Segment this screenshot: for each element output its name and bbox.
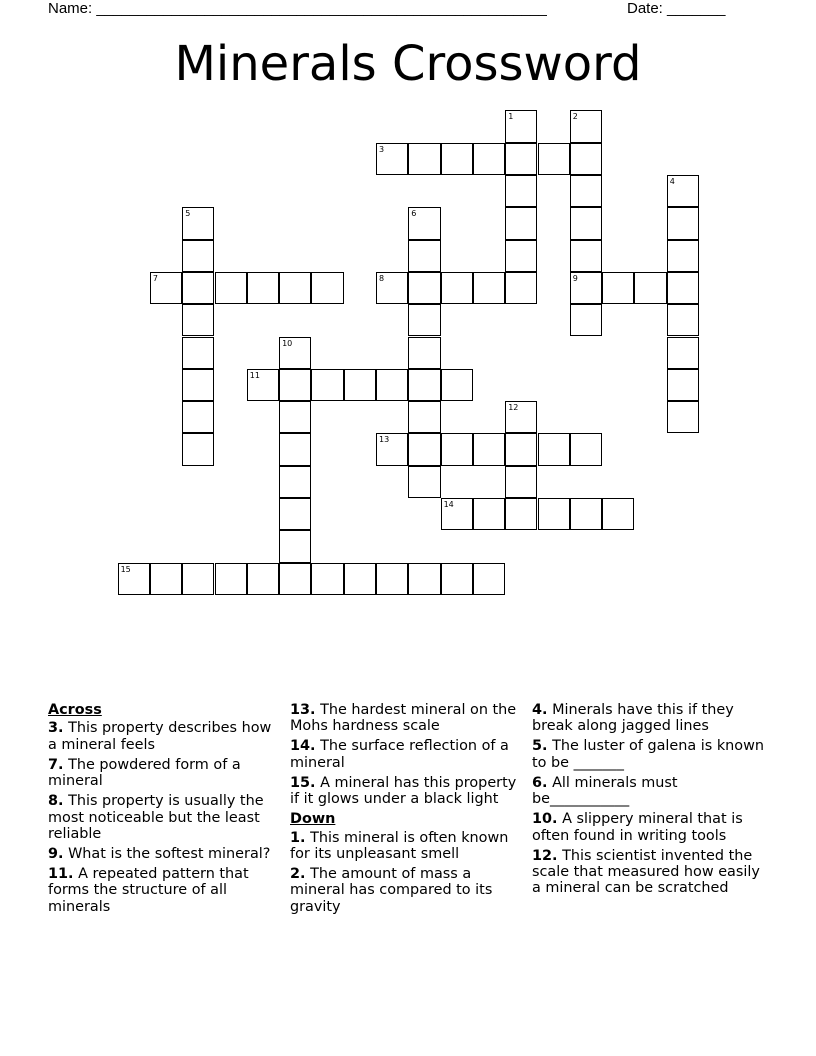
grid-cell[interactable] (473, 563, 505, 595)
grid-cell[interactable] (473, 143, 505, 175)
grid-cell[interactable] (441, 563, 473, 595)
grid-cell[interactable] (408, 369, 440, 401)
grid-cell[interactable] (667, 369, 699, 401)
grid-cell[interactable] (505, 433, 537, 465)
clue-number: 5 (185, 209, 191, 219)
grid-cell[interactable] (247, 369, 279, 401)
clue-number: 12 (508, 403, 519, 413)
clue-across-3: 3. This property describes how a mineral feels (48, 720, 272, 753)
grid-cell[interactable] (408, 272, 440, 304)
across-heading: Across (48, 702, 102, 718)
grid-cell[interactable] (182, 304, 214, 336)
grid-cell[interactable] (344, 563, 376, 595)
grid-cell[interactable] (570, 175, 602, 207)
clue-number: 10 (282, 338, 293, 348)
clue-down-10: 10. A slippery mineral that is often found in writing tools (532, 811, 743, 844)
grid-cell[interactable] (215, 563, 247, 595)
grid-cell[interactable] (247, 563, 279, 595)
grid-cell[interactable] (408, 433, 440, 465)
grid-cell[interactable] (279, 498, 311, 530)
grid-cell[interactable] (150, 563, 182, 595)
clue-down-12: 12. This scientist invented the scale that measured how easily a mineral can be scratched (532, 847, 760, 897)
grid-cell[interactable] (667, 240, 699, 272)
clue-across-14: 14. The surface reflection of a mineral (290, 738, 509, 771)
clue-down-4: 4. Minerals have this if they break along jagged lines (532, 702, 734, 735)
name-field[interactable]: Name: ______________________________________________________ (48, 0, 547, 17)
clue-number: 7 (152, 273, 158, 283)
clue-number: 13 (379, 435, 390, 445)
grid-cell[interactable] (441, 143, 473, 175)
grid-cell[interactable] (311, 563, 343, 595)
clue-number: 2 (572, 112, 578, 122)
grid-cell[interactable] (634, 272, 666, 304)
grid-cell[interactable] (602, 272, 634, 304)
grid-cell[interactable] (408, 466, 440, 498)
date-field[interactable]: Date: _______ (627, 0, 726, 17)
grid-cell[interactable] (408, 143, 440, 175)
grid-cell[interactable] (505, 466, 537, 498)
clue-number: 11 (249, 370, 260, 380)
clue-down-1: 1. This mineral is often known for its unpleasant smell (290, 829, 509, 863)
grid-cell[interactable] (505, 498, 537, 530)
grid-cell[interactable] (570, 304, 602, 336)
grid-cell[interactable] (408, 401, 440, 433)
grid-cell[interactable] (182, 337, 214, 369)
clue-number: 3 (379, 144, 385, 154)
grid-cell[interactable] (408, 563, 440, 595)
clues-column-3 (532, 702, 768, 900)
grid-cell[interactable] (570, 433, 602, 465)
grid-cell[interactable] (408, 207, 440, 239)
grid-cell[interactable] (505, 207, 537, 239)
grid-cell[interactable] (667, 337, 699, 369)
grid-cell[interactable] (279, 530, 311, 562)
clue-number: 1 (508, 112, 514, 122)
page-title: Minerals Crossword (174, 36, 642, 92)
grid-cell[interactable] (667, 207, 699, 239)
clue-number: 4 (669, 177, 675, 186)
grid-cell[interactable] (118, 563, 150, 595)
clue-number: 9 (572, 273, 578, 283)
grid-cell[interactable] (570, 498, 602, 530)
grid-cell[interactable] (441, 433, 473, 465)
grid-cell[interactable] (570, 240, 602, 272)
grid-cell[interactable] (667, 272, 699, 304)
grid-cell[interactable] (215, 272, 247, 304)
down-heading: Down (290, 811, 336, 828)
clue-down-2: 2. The amount of mass a mineral has compared to its gravity (290, 866, 493, 915)
clue-across-8: 8. This property is usually the most noticeable but the least reliable (48, 793, 264, 843)
grid-cell[interactable] (279, 272, 311, 304)
grid-cell[interactable] (376, 433, 408, 465)
grid-cell[interactable] (279, 466, 311, 498)
clue-down-6: 6. All minerals must be___________ (532, 774, 678, 808)
grid-cell[interactable] (182, 240, 214, 272)
grid-cell[interactable] (570, 272, 602, 304)
clue-across-11: 11. A repeated pattern that forms the structure of all minerals (48, 866, 249, 915)
grid-cell[interactable] (602, 498, 634, 530)
grid-cell[interactable] (505, 401, 537, 433)
grid-cell[interactable] (473, 498, 505, 530)
grid-cell[interactable] (441, 498, 473, 530)
clue-number: 6 (411, 209, 417, 219)
grid-cell[interactable] (279, 433, 311, 465)
grid-cell[interactable] (408, 304, 440, 336)
clue-number: 14 (443, 500, 454, 509)
grid-cell[interactable] (182, 207, 214, 239)
grid-cell[interactable] (441, 272, 473, 304)
grid-cell[interactable] (473, 272, 505, 304)
grid-cell[interactable] (279, 563, 311, 595)
grid-cell[interactable] (279, 369, 311, 401)
grid-cell[interactable] (505, 175, 537, 207)
grid-cell[interactable] (473, 433, 505, 465)
grid-cell[interactable] (570, 143, 602, 175)
grid-cell[interactable] (279, 401, 311, 433)
grid-cell[interactable] (376, 272, 408, 304)
clues-column-2 (290, 702, 526, 919)
grid-cell[interactable] (182, 433, 214, 465)
grid-cell[interactable] (247, 272, 279, 304)
grid-cell[interactable] (376, 369, 408, 401)
clue-number: 15 (120, 564, 131, 574)
grid-cell[interactable] (182, 272, 214, 304)
grid-cell[interactable] (279, 337, 311, 369)
grid-cell[interactable] (538, 433, 570, 465)
grid-cell[interactable] (538, 143, 570, 175)
grid-cell[interactable] (667, 304, 699, 336)
grid-cell[interactable] (505, 240, 537, 272)
clue-down-5: 5. The luster of galena is known to be _______ (532, 738, 764, 771)
clues-column-1 (48, 702, 284, 919)
grid-cell[interactable] (441, 369, 473, 401)
grid-cell[interactable] (505, 110, 537, 142)
grid-cell[interactable] (182, 563, 214, 595)
grid-cell[interactable] (408, 240, 440, 272)
grid-cell[interactable] (667, 401, 699, 433)
grid-cell[interactable] (182, 401, 214, 433)
grid-cell[interactable] (182, 369, 214, 401)
grid-cell[interactable] (538, 498, 570, 530)
grid-cell[interactable] (570, 207, 602, 239)
clue-across-7: 7. The powdered form of a mineral (48, 756, 241, 790)
grid-cell[interactable] (376, 143, 408, 175)
grid-cell[interactable] (570, 110, 602, 142)
grid-cell[interactable] (408, 337, 440, 369)
grid-cell[interactable] (311, 272, 343, 304)
clue-number: 8 (379, 273, 385, 283)
grid-cell[interactable] (667, 175, 699, 207)
grid-cell[interactable] (311, 369, 343, 401)
grid-cell[interactable] (376, 563, 408, 595)
grid-cell[interactable] (505, 272, 537, 304)
grid-cell[interactable] (505, 143, 537, 175)
clue-across-15: 15. A mineral has this property if it glows under a black light (290, 774, 517, 808)
grid-cell[interactable] (150, 272, 182, 304)
clue-across-13: 13. The hardest mineral on the Mohs hardness scale (290, 702, 517, 735)
clue-across-9: 9. What is the softest mineral? (48, 846, 271, 863)
grid-cell[interactable] (344, 369, 376, 401)
